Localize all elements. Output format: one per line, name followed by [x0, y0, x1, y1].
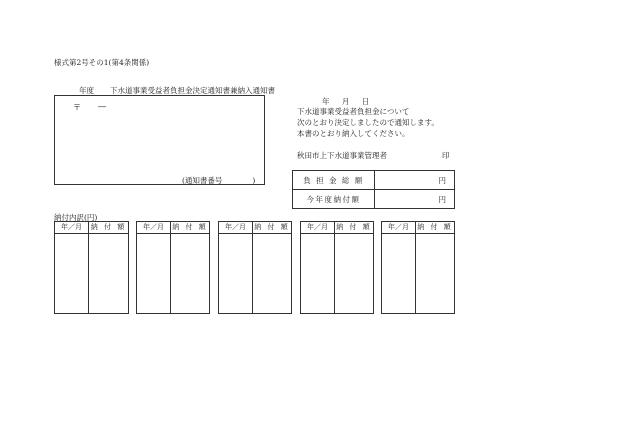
message-line-1: 下水道事業受益者負担金について	[297, 107, 410, 116]
year-amount-unit: 円	[375, 190, 455, 209]
month-cell	[55, 234, 89, 313]
month-header: 年／月	[137, 222, 171, 233]
amount-header: 納 付 額	[254, 223, 290, 231]
breakdown-group-4	[300, 221, 374, 314]
postal-dash: ―	[98, 102, 106, 111]
breakdown-group-2	[136, 221, 210, 314]
breakdown-group-1	[54, 221, 129, 314]
amount-cell	[416, 234, 454, 313]
breakdown-label: 納付内訳(円)	[54, 213, 98, 222]
breakdown-group-3	[218, 221, 292, 314]
month-header: 年／月	[55, 222, 89, 233]
address-box	[54, 95, 265, 185]
month-cell	[301, 234, 335, 313]
total-amount-unit: 円	[375, 171, 455, 190]
breakdown-group-5	[381, 221, 455, 314]
issuer: 秋田市上下水道事業管理者	[297, 151, 387, 160]
month-header: 年／月	[301, 222, 335, 233]
amount-cell	[171, 234, 209, 313]
month-cell	[382, 234, 416, 313]
notice-number: (通知書番号 )	[182, 176, 256, 185]
total-amount-label: 負 担 金 総 額	[293, 171, 375, 190]
month-header: 年／月	[382, 222, 416, 233]
amount-header: 納 付 額	[172, 223, 208, 231]
amount-row-total	[293, 171, 455, 190]
message-line-3: 本書のとおり納入してください。	[297, 129, 410, 138]
form-label: 様式第2号その1(第4条関係)	[54, 58, 150, 67]
seal-mark: 印	[442, 151, 450, 160]
year-label: 年度	[79, 86, 94, 95]
amount-cell	[253, 234, 291, 313]
month-header: 年／月	[219, 222, 253, 233]
month-cell	[137, 234, 171, 313]
message-line-2: 次のとおり決定しましたので通知します。	[297, 118, 439, 127]
title-text: 下水道事業受益者負担金決定通知書兼納入通知書	[110, 86, 275, 95]
postal-mark: 〒	[73, 103, 81, 112]
amount-cell	[335, 234, 373, 313]
amount-header: 納 付 額	[90, 223, 127, 231]
date-line: 年 月 日	[322, 97, 370, 106]
month-cell	[219, 234, 253, 313]
amount-header: 納 付 額	[336, 223, 372, 231]
year-amount-label: 今年度納付額	[293, 190, 375, 209]
amount-row-year	[293, 190, 455, 209]
amount-cell	[89, 234, 128, 313]
amount-header: 納 付 額	[417, 223, 453, 231]
amount-table	[292, 170, 455, 209]
